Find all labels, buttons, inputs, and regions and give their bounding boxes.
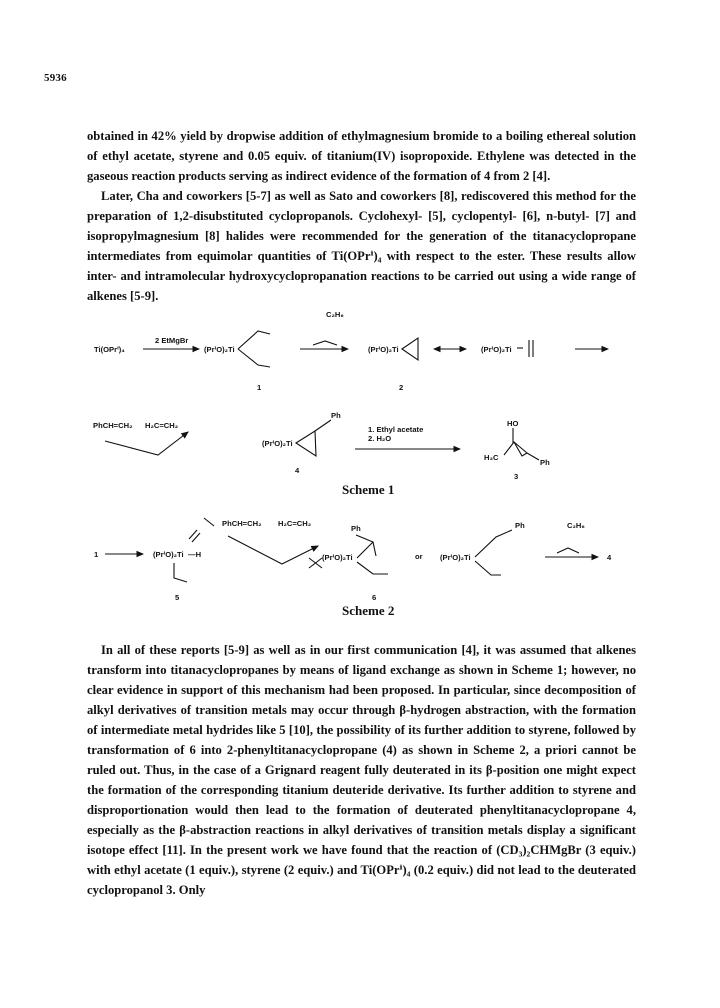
paragraph: In all of these reports [5-9] as well as in our first communication [4], it was assumed that alkenes transform into titanacyclopropanes by means of ligand exchange as shown in Scheme 1; however, no clear evidence in support of this mechanism had been proposed. In particular, since decomposition of alkyl derivatives of transition metals may occur through β-hydrogen abstraction, with the formation of intermediate metal hydrides like 5 [10], the possibility of its further addition to styrene, followed by transformation of 6 into 2-phenyltitanacyclopropane (4) as shown in Scheme 2, a priori cannot be ruled out. Thus, in the case of a Grignard reagent fully deuterated in its β-position one might expect the formation of the corresponding titanium deuteride derivative. Its further addition to styrene and disproportionation would then lead to the formation of deuterated phenyltitanacyclopropane 4, especially as the β-abstraction reactions in alkyl derivatives of transition metals display a significant isotope effect [11]. In the present work we have found that the reaction of (CD₃)₂CHMgBr (3 equiv.) with ethyl acetate (1 equiv.), styrene (2 equiv.) and Ti(OPrⁱ)₄ (0.2 equiv.) did not lead to the deuterated cyclopropanol 3. Only (87, 643, 636, 897)
or-label: or (415, 552, 423, 561)
phenylethyl-titanium-bonds (475, 530, 512, 575)
cross-mark (309, 558, 322, 568)
ti-fragment-label: (PrⁱO)₂Ti (153, 550, 184, 559)
ethylene-label: H₂C=CH₂ (145, 421, 179, 430)
ethane-label: C₂H₆ (326, 310, 344, 319)
scheme-2-caption: Scheme 2 (342, 603, 395, 618)
hydroxyl-label: HO (507, 419, 519, 428)
ti-fragment-label: (PrⁱO)₂Ti (440, 553, 471, 562)
body-text-bottom (87, 640, 636, 900)
phenyl-label: Ph (540, 458, 550, 467)
scheme-2-figure (0, 508, 720, 628)
hydride-label: —H (188, 550, 202, 559)
paragraph: obtained in 42% yield by dropwise addition of ethylmagnesium bromide to a boiling ethereal solution of ethyl acetate, styrene and 0.05 equiv. of titanium(IV) isopropoxide. Ethylene was detected in the gaseous reaction products serving as indirect evidence of the formation of 4 from 2 [4]. (87, 129, 636, 183)
page-number: 5936 (44, 72, 67, 84)
styrene-label: PhCH=CH₂ (222, 519, 262, 528)
titanacyclopropane-ring (402, 338, 418, 360)
ti-fragment-label: (PrⁱO)₂Ti (481, 345, 512, 354)
compound-label-6: 6 (372, 593, 377, 602)
scheme-1-figure (0, 305, 720, 505)
scheme-1-caption: Scheme 1 (342, 482, 395, 497)
addition-arrow (228, 536, 318, 564)
ethane-structure (557, 548, 579, 553)
cyclopropanol-structure (504, 428, 539, 460)
compound-label-1: 1 (257, 383, 262, 392)
body-text-top (87, 126, 636, 306)
ti-fragment-label: (PrⁱO)₂Ti (322, 553, 353, 562)
exchange-arrow (105, 432, 188, 455)
ti-fragment-label: (PrⁱO)₂Ti (368, 345, 399, 354)
ethylene-release (189, 518, 214, 542)
compound-label-2: 2 (399, 383, 404, 392)
ethane-structure (313, 341, 337, 345)
compound-label-4: 4 (607, 553, 612, 562)
compound-label-5: 5 (175, 593, 180, 602)
compound-label-1: 1 (94, 550, 99, 559)
compound-label-4: 4 (295, 466, 300, 475)
ti-fragment-label: (PrⁱO)₂Ti (262, 439, 293, 448)
ti-fragment-label: (PrⁱO)₂Ti (204, 345, 235, 354)
ethane-label: C₂H₆ (567, 521, 585, 530)
step-2-label: 2. H₂O (368, 434, 392, 443)
ethylene-label: H₂C=CH₂ (278, 519, 312, 528)
phenyl-label: Ph (351, 524, 361, 533)
phenyl-label: Ph (515, 521, 525, 530)
phenyl-label: Ph (331, 411, 341, 420)
paragraph: Later, Cha and coworkers [5-7] as well as Sato and coworkers [8], rediscovered this method for the preparation of 1,2-disubstituted cyclopropanols. Cyclohexyl- [5], cyclopentyl- [6], n-butyl- [7] and isopropylmagnesium [8] halides were recommended for the generation of the titanacyclopropane intermediates from equimolar quantities of Ti(OPrⁱ)₄ with respect to the ester. These results allow inter- and intramolecular hydroxycyclopropanation reactions to be carried out using a wide range of alkenes [5-9]. (87, 189, 636, 303)
step-1-label: 1. Ethyl acetate (368, 425, 424, 434)
phenyl-titanacyclopropane (296, 420, 331, 456)
ethyl-ligand (174, 563, 187, 582)
grignard-reagent-label: 2 EtMgBr (155, 336, 189, 345)
methyl-label: H₃C (484, 453, 499, 462)
ti-isopropoxide-label: Ti(OPrⁱ)₄ (94, 345, 125, 354)
compound-label-3: 3 (514, 472, 519, 481)
diethyl-titanium-bonds (238, 331, 270, 367)
phenylethyl-titanium-bonds (356, 535, 388, 574)
styrene-label: PhCH=CH₂ (93, 421, 133, 430)
